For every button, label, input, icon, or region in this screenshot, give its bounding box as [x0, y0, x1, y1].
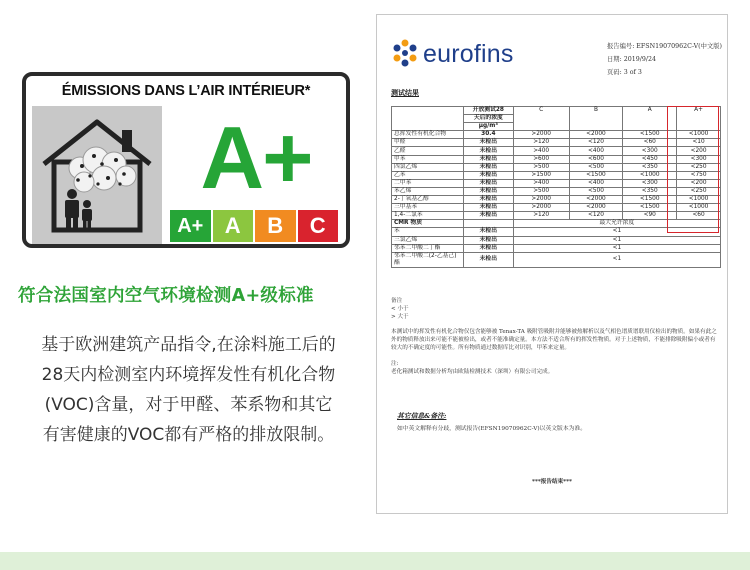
eurofins-logo [389, 37, 539, 71]
notes [391, 297, 721, 376]
bottom-strip [0, 552, 750, 570]
table-row [392, 179, 721, 187]
description-line: (VOC)含量，对于甲醛、苯系物和其它 [44, 395, 333, 415]
table-cell-c: >400 [513, 147, 569, 155]
table-cell-name: 甲苯 [392, 155, 464, 163]
table-row [392, 196, 721, 204]
table-cell-value: 未检出 [463, 171, 513, 179]
table-row [392, 204, 721, 212]
table-cell-value: 未检出 [463, 204, 513, 212]
table-cell-a: <90 [623, 212, 677, 220]
table-cell-c: >400 [513, 179, 569, 187]
results-table [391, 106, 721, 268]
grade-panel [166, 106, 346, 244]
table-cell-name: 苯乙烯 [392, 187, 464, 195]
table-cell-b: <2000 [569, 131, 623, 139]
cmr-cell-value: 未检出 [463, 228, 513, 236]
table-cell-a: <450 [623, 155, 677, 163]
table-cell-value: 未检出 [463, 147, 513, 155]
cmr-row [392, 236, 721, 244]
cmr-cell-name: 苯 [392, 228, 464, 236]
notes-label: 备注 [391, 298, 403, 304]
table-cell-c: >600 [513, 155, 569, 163]
table-cell-ap: <60 [677, 212, 721, 220]
table-cell-b: <1500 [569, 171, 623, 179]
table-cell-a: <1500 [623, 131, 677, 139]
description [16, 330, 361, 450]
table-header-cell: A [623, 107, 677, 131]
description-line: 有害健康的VOC都有严格的排放限制。 [42, 425, 335, 445]
cmr-header-row [392, 220, 721, 228]
table-row [392, 187, 721, 195]
extra-info-title: 其它信息&备注: [397, 412, 447, 420]
table-cell-b: <120 [569, 139, 623, 147]
house-illustration [32, 106, 162, 244]
table-cell-c: >2000 [513, 131, 569, 139]
table-cell-value: 未检出 [463, 212, 513, 220]
table-header-cell: C [513, 107, 569, 131]
table-cell-ap: <750 [677, 171, 721, 179]
table-cell-a: <1000 [623, 171, 677, 179]
table-cell-ap: <200 [677, 147, 721, 155]
cmr-row [392, 228, 721, 236]
table-cell-value: 未检出 [463, 163, 513, 171]
table-cell-a: <300 [623, 179, 677, 187]
note-less-than: < 小于 [391, 306, 409, 312]
table-cell-c: >500 [513, 163, 569, 171]
cmr-limit-header: 最大允许浓度 [513, 220, 720, 228]
method-text: 本测试中的挥发性有机化合物仅包含能够被 Tenax-TA 吸附管吸附并能够被热解析以及气相色谱质谱联用仪检出的物质。如果有此之外的物质释放出来可能不能被检出，或者不能准确定量。本方法不适合所有的挥发性物质。对于上述物质，不能排除吸附偏小或者有较大的不确定度的可能性。所有物质通过数据库比对识别，甲苯来定量。 [391, 329, 717, 351]
table-cell-ap: <1000 [677, 196, 721, 204]
grade-scale [170, 210, 340, 242]
table-cell-b: <500 [569, 187, 623, 195]
cmr-cell-limit: <1 [513, 252, 720, 267]
cmr-title: CMR 物质 [392, 220, 464, 228]
grade-aplus: A+ [170, 210, 211, 242]
table-cell-a: <300 [623, 147, 677, 155]
table-cell-ap: <250 [677, 163, 721, 171]
table-cell-a: <60 [623, 139, 677, 147]
table-cell-ap: <10 [677, 139, 721, 147]
cmr-cell-limit: <1 [513, 228, 720, 236]
table-cell-name: 二甲苯 [392, 179, 464, 187]
table-cell-value: 30.4 [463, 131, 513, 139]
table-header-cell: 开放测试28 [463, 107, 513, 115]
report-page: 页码: 3 of 3 [607, 69, 642, 76]
table-header-cell: μg/m³ [463, 123, 513, 131]
eurofins-logo-text: eurofins [423, 40, 514, 68]
table-cell-c: >1500 [513, 171, 569, 179]
grade-c: C [298, 210, 339, 242]
eurofins-logo-icon [389, 37, 421, 71]
note2-text: 老化箱测试和数据分析均由欧陆检测技术（深圳）有限公司完成。 [391, 369, 554, 375]
table-cell-b: <120 [569, 212, 623, 220]
table-cell-ap: <1000 [677, 204, 721, 212]
table-cell-ap: <250 [677, 187, 721, 195]
table-row [392, 212, 721, 220]
table-cell-name: 甲醛 [392, 139, 464, 147]
table-cell-b: <400 [569, 147, 623, 155]
grade-value: A+ [200, 108, 312, 207]
table-cell-ap: <300 [677, 155, 721, 163]
table-cell-b: <400 [569, 179, 623, 187]
house-icon [32, 106, 162, 244]
cmr-cell-limit: <1 [513, 244, 720, 252]
table-cell-a: <350 [623, 163, 677, 171]
table-cell-ap: <200 [677, 179, 721, 187]
grade-a: A [213, 210, 254, 242]
table-header-cell: 天后的浓度 [463, 115, 513, 123]
table-cell-c: >120 [513, 139, 569, 147]
table-cell-value: 未检出 [463, 187, 513, 195]
table-cell-name: 四氯乙烯 [392, 163, 464, 171]
table-header-cell: A+ [677, 107, 721, 131]
table-cell-c: >120 [513, 212, 569, 220]
note2-label: 注: [391, 361, 399, 367]
table-cell-b: <600 [569, 155, 623, 163]
cmr-cell-name: 邻苯二甲酸二(2-乙基己)酯 [392, 252, 464, 267]
note-greater-than: > 大于 [391, 314, 409, 320]
table-cell-b: <2000 [569, 196, 623, 204]
table-cell-b: <2000 [569, 204, 623, 212]
cmr-cell-name: 三氯乙烯 [392, 236, 464, 244]
test-report-document [376, 14, 728, 514]
extra-info-body: 如中英文解释有分歧，测试报告(EFSN19070962C-V)以英文版本为准。 [397, 426, 587, 432]
table-cell-a: <1500 [623, 196, 677, 204]
report-meta [607, 40, 727, 79]
cmr-cell-limit: <1 [513, 236, 720, 244]
table-cell-c: >2000 [513, 196, 569, 204]
cmr-row [392, 252, 721, 267]
grade-b: B [255, 210, 296, 242]
table-cell-value: 未检出 [463, 155, 513, 163]
cmr-cell-value: 未检出 [463, 252, 513, 267]
cmr-row [392, 244, 721, 252]
cmr-cell-name: 邻苯二甲酸二丁酯 [392, 244, 464, 252]
table-row [392, 131, 721, 139]
headline: 符合法国室内空气环境检测A+级标准 [18, 286, 314, 306]
table-cell-name: 1,4-二氯苯 [392, 212, 464, 220]
table-header-cell: B [569, 107, 623, 131]
cmr-cell-value: 未检出 [463, 236, 513, 244]
table-row [392, 155, 721, 163]
table-cell-name: 三甲基苯 [392, 204, 464, 212]
table-row [392, 163, 721, 171]
description-line: 28天内检测室内环境挥发性有机化合物 [41, 365, 336, 385]
table-cell-value: 未检出 [463, 139, 513, 147]
table-row [392, 139, 721, 147]
table-cell-c: >500 [513, 187, 569, 195]
section-title: 测试结果 [391, 88, 419, 97]
table-row [392, 171, 721, 179]
table-cell-b: <500 [569, 163, 623, 171]
report-date: 日期: 2019/9/24 [607, 56, 657, 63]
table-cell-a: <1500 [623, 204, 677, 212]
table-cell-name: 乙苯 [392, 171, 464, 179]
cmr-cell-value: 未检出 [463, 244, 513, 252]
table-cell-a: <350 [623, 187, 677, 195]
report-number: 报告编号: EFSN19070962C-V(中文版) [607, 43, 722, 50]
emissions-label [22, 72, 350, 248]
table-cell-value: 未检出 [463, 179, 513, 187]
table-cell-name: 2-丁氧基乙醇 [392, 196, 464, 204]
table-header-cell [392, 107, 464, 131]
table-cell-value: 未检出 [463, 196, 513, 204]
description-line: 基于欧洲建筑产品指令,在涂料施工后的 [41, 335, 336, 355]
table-row [392, 147, 721, 155]
label-title: ÉMISSIONS DANS L’AIR INTÉRIEUR* [61, 83, 311, 99]
table-cell-name: 乙醛 [392, 147, 464, 155]
table-cell-ap: <1000 [677, 131, 721, 139]
report-end: ***报告结束*** [532, 479, 572, 485]
table-cell-c: >2000 [513, 204, 569, 212]
table-header-row [392, 107, 721, 115]
table-cell-name: 总挥发性有机化合物 [392, 131, 464, 139]
